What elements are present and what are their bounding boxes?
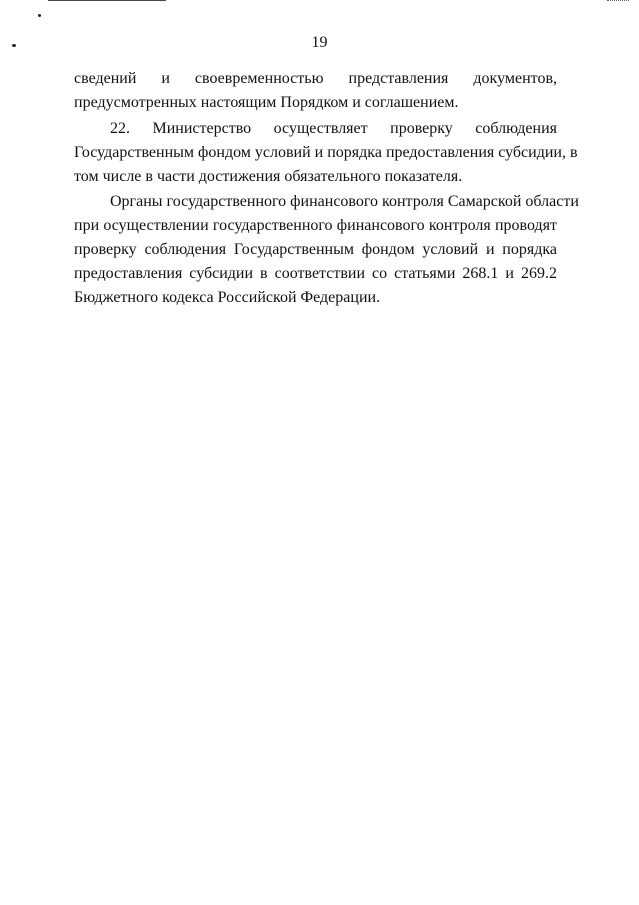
scan-speck <box>38 14 41 17</box>
text-line: предоставления субсидии в соответствии со статьями 268.1 и 269.2 <box>74 265 557 282</box>
text-line: проверку соблюдения Государственным фондом условий и порядка <box>74 241 557 258</box>
text-line: предусмотренных настоящим Порядком и соглашением. <box>74 94 459 111</box>
text-line: 22. Министерство осуществляет проверку соблюдения <box>110 120 557 137</box>
scan-edge-line <box>48 0 166 1</box>
paragraph-continuation <box>74 67 557 115</box>
text-line: при осуществлении государственного финансового контроля проводят <box>74 217 557 234</box>
text-line: Органы государственного финансового контроля Самарской области <box>110 193 579 210</box>
paragraph-clause-22 <box>74 117 578 189</box>
text-line: Государственным фондом условий и порядка предоставления субсидии, в <box>74 144 578 161</box>
paragraph-financial-control <box>74 190 579 310</box>
text-line: Бюджетного кодекса Российской Федерации. <box>74 289 381 306</box>
scan-corner-mark <box>607 0 629 4</box>
text-line: сведений и своевременностью представления документов, <box>74 70 557 87</box>
text-line: том числе в части достижения обязательного показателя. <box>74 168 463 185</box>
page-number: 19 <box>311 34 328 51</box>
